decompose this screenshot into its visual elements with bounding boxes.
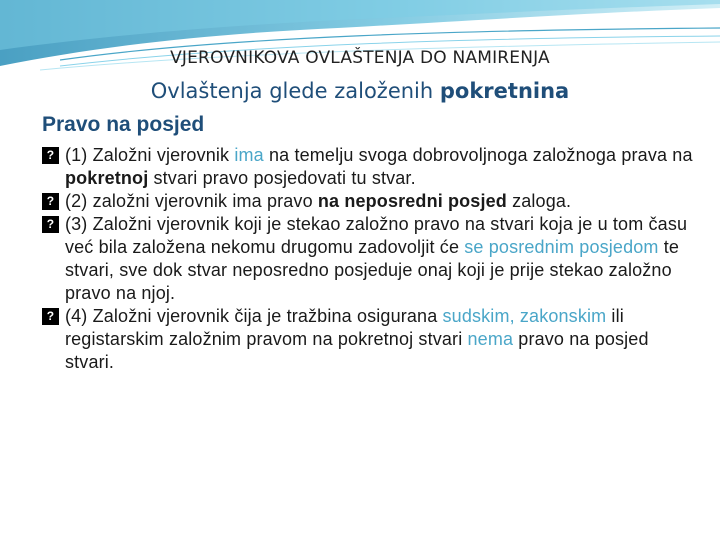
item-emphasis: pokretnoj <box>65 168 149 188</box>
item-text: (2) založni vjerovnik ima pravo <box>65 191 318 211</box>
item-text: (1) Založni vjerovnik <box>65 145 235 165</box>
item-text: (4) Založni vjerovnik čija je tražbina osigurana <box>65 306 443 326</box>
item-highlight: sudskim, zakonskim <box>442 306 607 326</box>
subtitle-bold-text: pokretnina <box>439 79 570 103</box>
bullet-icon: ? <box>42 308 59 325</box>
item-highlight: ima <box>234 145 264 165</box>
item-text: (3) Založni vjerovnik koji je stekao založno pravo na stvari koja je u tom času već bila založena nekomu drugomu zadovoljit će <box>65 214 688 257</box>
page-subtitle <box>0 79 720 103</box>
list-item <box>40 144 700 190</box>
list-item <box>40 190 700 213</box>
item-text: te stvari, sve dok stvar neposredno posjeduje onaj koji je prije stekao založno pravo na njoj. <box>65 237 680 303</box>
bullet-icon: ? <box>42 216 59 233</box>
item-text: ili registarskim založnim pravom na pokretnoj stvari <box>65 306 624 349</box>
item-text: na temelju svoga dobrovoljnoga založnoga prava na <box>263 145 693 165</box>
item-text: stvari pravo posjedovati tu stvar. <box>148 168 416 188</box>
section-heading: Pravo na posjed <box>42 113 205 136</box>
page-title: VJEROVNIKOVA OVLAŠTENJA DO NAMIRENJA <box>170 48 550 68</box>
content-list <box>40 144 700 374</box>
item-highlight: se posrednim posjedom <box>464 237 659 257</box>
item-text: pravo na posjed stvari. <box>65 329 649 372</box>
item-emphasis: na neposredni posjed <box>317 191 507 211</box>
subtitle-text: Ovlaštenja glede založenih <box>150 79 440 103</box>
item-highlight: nema <box>467 329 514 349</box>
bullet-icon: ? <box>42 193 59 210</box>
list-item <box>40 213 700 305</box>
item-text: zaloga. <box>506 191 572 211</box>
list-item <box>40 305 700 374</box>
bullet-icon: ? <box>42 147 59 164</box>
